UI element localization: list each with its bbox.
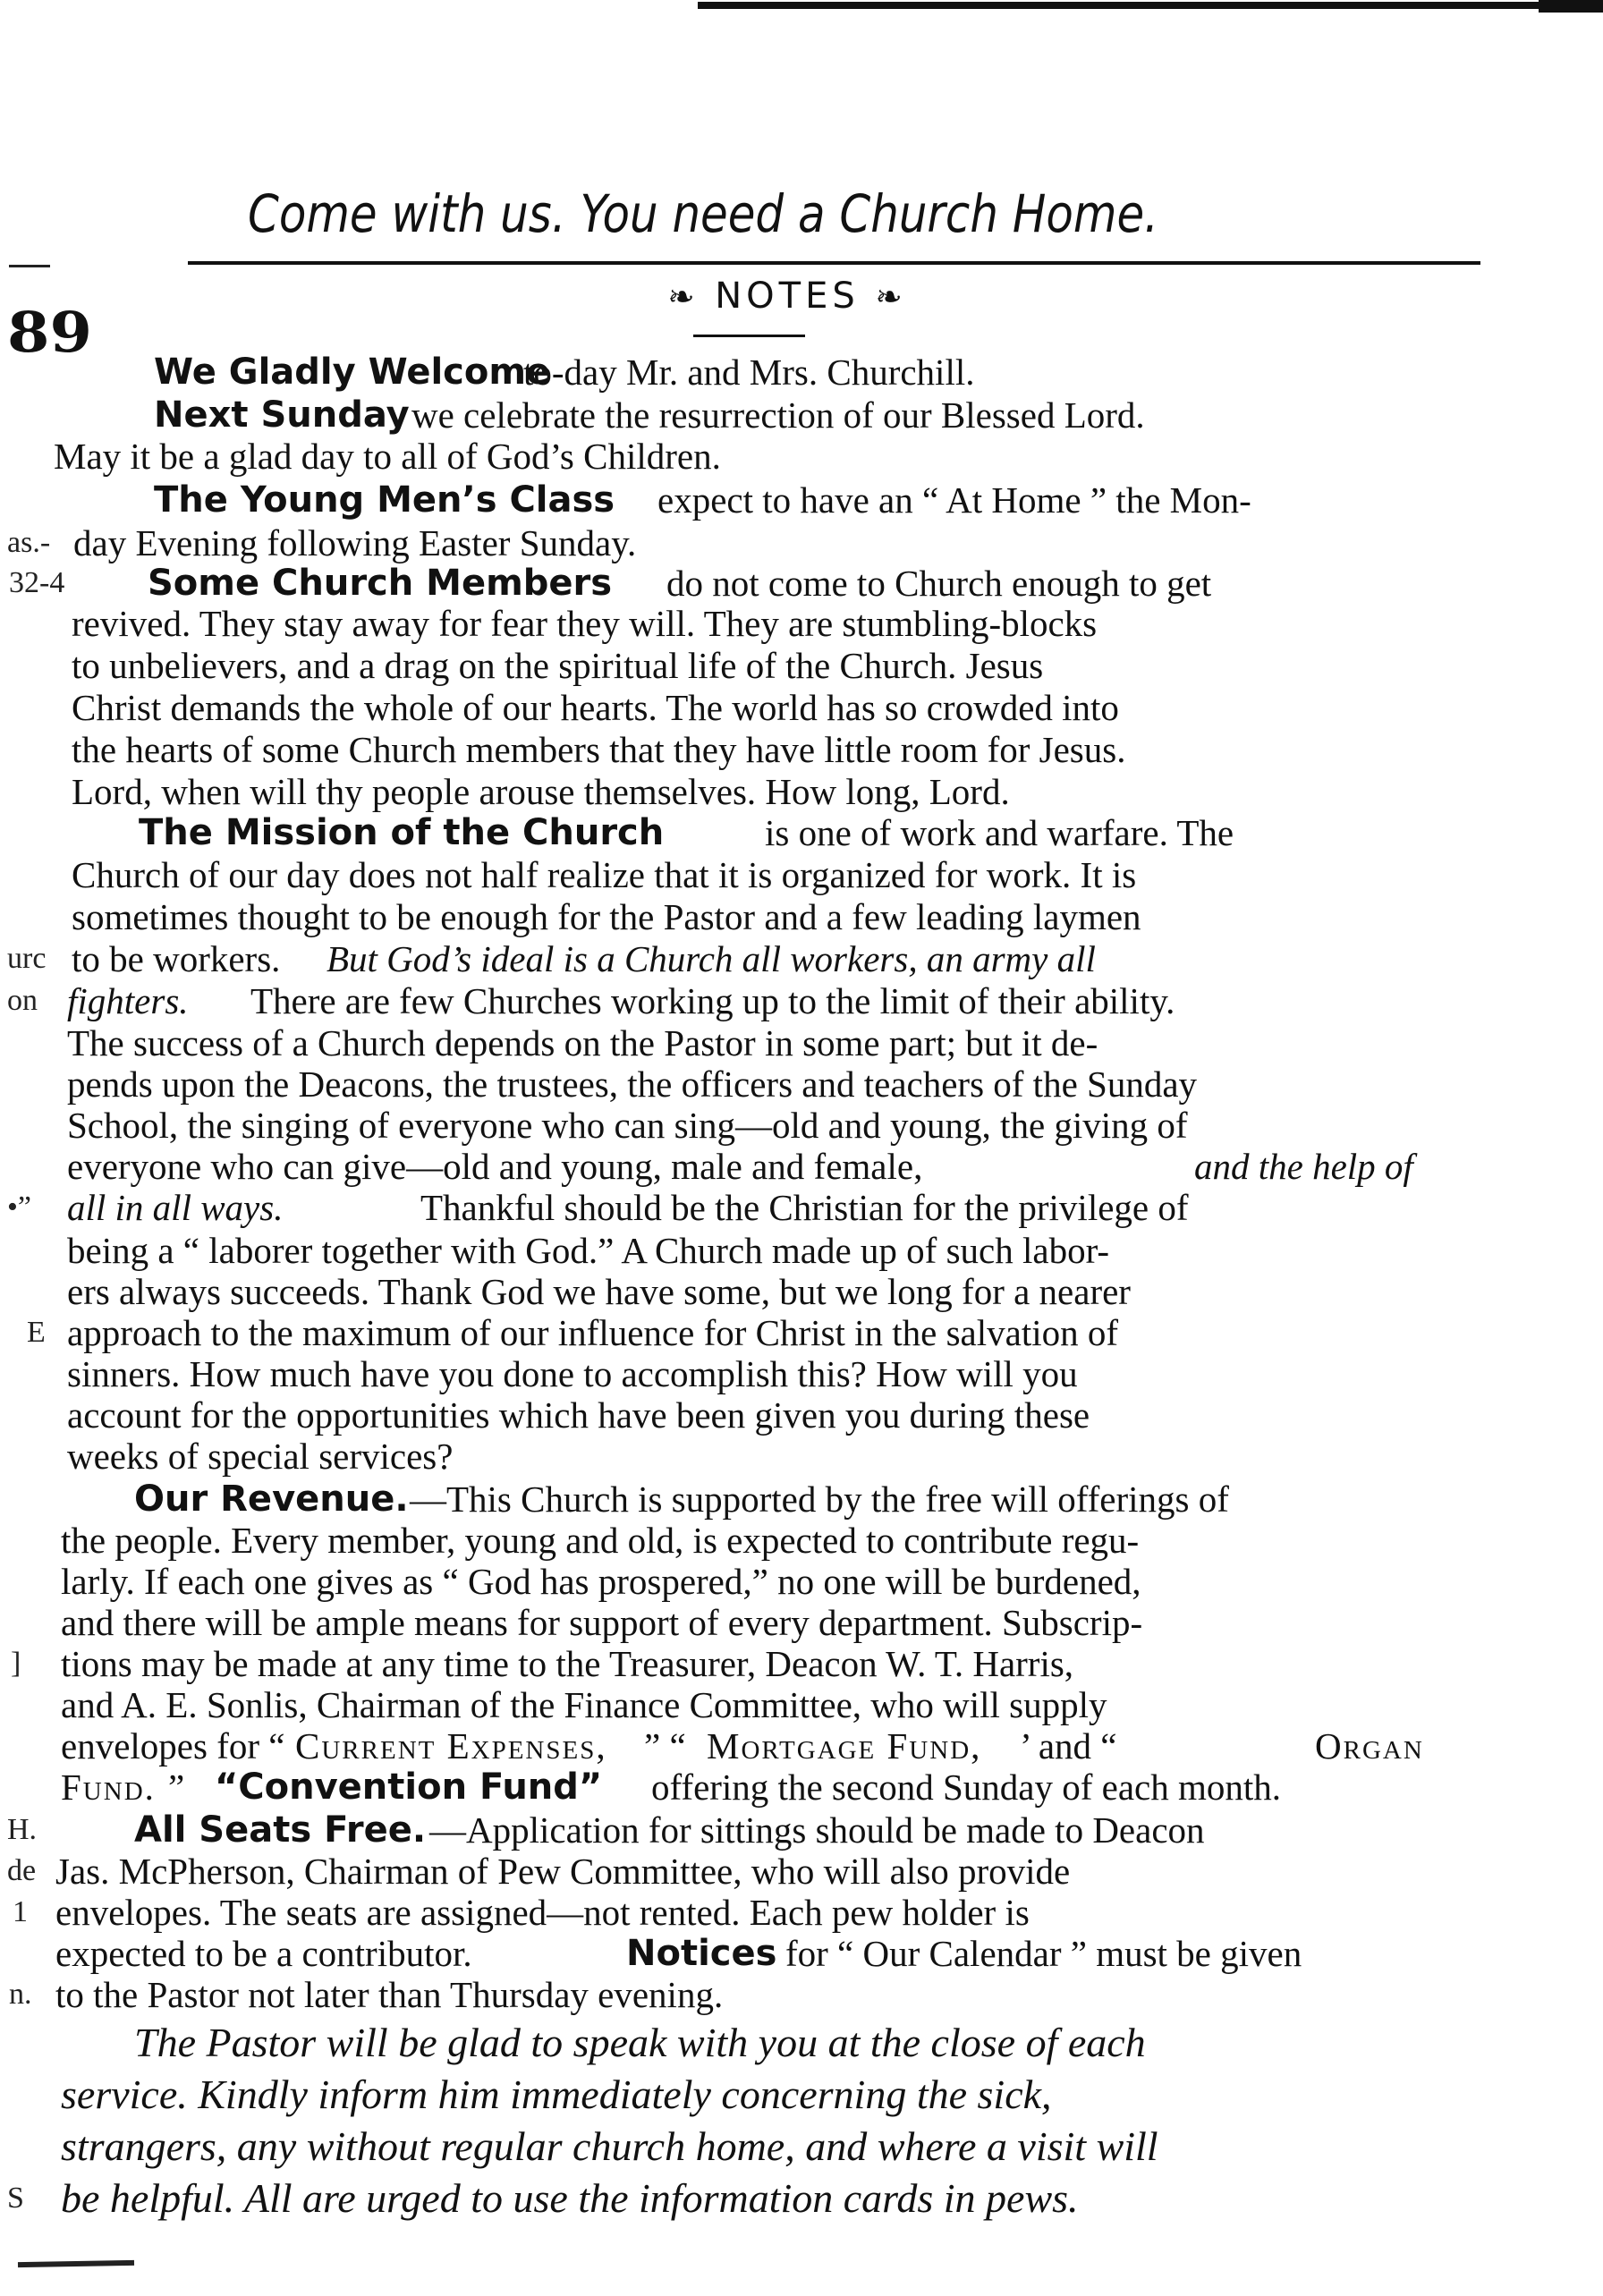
welcome-line	[0, 351, 1603, 394]
mission-text-4a: to be workers.	[72, 938, 281, 979]
right-fleuron-icon: ❧	[875, 279, 907, 316]
revenue-text-1: —This Church is supported by the free will offerings of	[410, 1478, 1229, 1520]
left-fleuron-icon: ❧	[667, 279, 700, 316]
welcome-text: to-day Mr. and Mrs. Churchill.	[523, 352, 975, 393]
closing-line-4	[0, 2173, 1603, 2224]
mission-text-14: sinners. How much have you done to accomplish this? How will you	[67, 1353, 1078, 1394]
members-text-5: the hearts of some Church members that they have little room for Jesus.	[72, 729, 1126, 770]
members-line-2	[0, 602, 1603, 645]
seats-text-5: to the Pastor not later than Thursday evening.	[55, 1974, 724, 2015]
footer-mark	[18, 2260, 134, 2267]
mission-text-7: pends upon the Deacons, the trustees, the officers and teachers of the Sunday	[67, 1063, 1198, 1105]
margin-note-12: S	[7, 2182, 24, 2215]
mission-text-5b: There are few Churches working up to the limit of their ability.	[250, 980, 1175, 1021]
seats-text-4a: expected to be a contributor.	[55, 1933, 472, 1974]
mission-line-10	[0, 1186, 1603, 1229]
mission-text-13: approach to the maximum of our influence for Christ in the salvation of	[67, 1312, 1119, 1353]
closing-line-3	[0, 2122, 1603, 2172]
margin-note-6: E	[27, 1316, 46, 1349]
revenue-text-7e: ’ and “	[1020, 1725, 1117, 1766]
margin-dash	[9, 265, 50, 267]
mission-line-4	[0, 937, 1603, 980]
mission-line-8	[0, 1104, 1603, 1147]
members-text-2: revived. They stay away for fear they will. They are stumbling-blocks	[72, 603, 1098, 644]
margin-note-3: urc	[7, 942, 47, 975]
mission-line-12	[0, 1270, 1603, 1313]
seats-line-1	[0, 1809, 1603, 1851]
seats-text-3: envelopes. The seats are assigned—not rented. Each pew holder is	[55, 1892, 1030, 1933]
revenue-organ: Organ	[1315, 1725, 1424, 1766]
mission-line-2	[0, 853, 1603, 896]
members-text-6: Lord, when will thy people arouse themselves. How long, Lord.	[72, 771, 1010, 812]
members-line-1	[0, 562, 1603, 605]
mission-line-14	[0, 1352, 1603, 1395]
mission-line-1	[0, 811, 1603, 854]
margin-note-9: de	[7, 1854, 37, 1887]
margin-note-7: ]	[11, 1647, 21, 1680]
next-sunday-text-2: May it be a glad day to all of God’s Children.	[54, 436, 721, 477]
mission-text-11: being a “ laborer together with God.” A Church made up of such labor-	[67, 1230, 1110, 1271]
closing-text-2: service. Kindly inform him immediately concerning the sick,	[61, 2071, 1052, 2117]
revenue-text-3: larly. If each one gives as “ God has prospered,” no one will be burdened,	[61, 1561, 1141, 1602]
seats-line-5	[0, 1973, 1603, 2016]
members-text-3: to unbelievers, and a drag on the spiritual life of the Church. Jesus	[72, 645, 1044, 686]
members-line-3	[0, 644, 1603, 687]
members-line-4	[0, 686, 1603, 729]
seats-heading: All Seats Free.	[134, 1809, 427, 1851]
margin-note-8: H.	[7, 1813, 38, 1846]
notes-title-text: NOTES	[715, 275, 860, 317]
revenue-text-8d: offering the second Sunday of each month.	[651, 1766, 1282, 1808]
revenue-convention-fund: “Convention Fund”	[215, 1766, 603, 1808]
seats-line-4	[0, 1932, 1603, 1975]
seats-text-1: —Application for sittings should be made to Deacon	[429, 1809, 1205, 1851]
margin-note-11: n.	[9, 1978, 32, 2011]
mission-text-1: is one of work and warfare. The	[765, 812, 1234, 853]
mission-text-12: ers always succeeds. Thank God we have some, but we long for a nearer	[67, 1271, 1131, 1312]
revenue-current-expenses: Current Expenses,	[295, 1725, 607, 1766]
young-men-heading: The Young Men’s Class	[154, 479, 615, 521]
members-heading: Some Church Members	[148, 563, 613, 604]
revenue-text-7a: envelopes for “	[61, 1725, 285, 1766]
revenue-line-1	[0, 1478, 1603, 1521]
mission-heading: The Mission of the Church	[139, 812, 665, 853]
mission-text-10a: all in all ways.	[67, 1187, 284, 1228]
mission-text-16: weeks of special services?	[67, 1436, 454, 1477]
closing-line-1	[0, 2018, 1603, 2068]
revenue-text-6: and A. E. Sonlis, Chairman of the Finance Committee, who will supply	[61, 1684, 1107, 1725]
mission-line-13	[0, 1311, 1603, 1354]
closing-text-3: strangers, any without regular church home, and where a visit will	[61, 2123, 1158, 2169]
seats-text-4c: for “ Our Calendar ” must be given	[785, 1933, 1302, 1974]
revenue-text-8b: ”	[168, 1766, 185, 1808]
mission-text-3: sometimes thought to be enough for the Pastor and a few leading laymen	[72, 896, 1141, 937]
next-sunday-heading: Next Sunday	[154, 394, 410, 436]
mission-text-8: School, the singing of everyone who can sing—old and young, the giving of	[67, 1105, 1188, 1146]
notes-underline	[693, 335, 805, 337]
mission-line-11	[0, 1229, 1603, 1272]
revenue-mortgage-fund: Mortgage Fund,	[707, 1725, 982, 1766]
revenue-text-7c: ” “	[644, 1725, 686, 1766]
mission-line-6	[0, 1021, 1603, 1064]
mission-text-6: The success of a Church depends on the Pastor in some part; but it de-	[67, 1022, 1098, 1063]
revenue-line-8	[0, 1766, 1603, 1809]
revenue-line-4	[0, 1601, 1603, 1644]
young-men-text-1: expect to have an “ At Home ” the Mon-	[657, 479, 1251, 521]
margin-note-1: as.-	[7, 526, 51, 559]
closing-text-1: The Pastor will be glad to speak with you at the close of each	[134, 2020, 1146, 2065]
young-men-line-1	[0, 479, 1603, 521]
mission-line-15	[0, 1394, 1603, 1436]
mission-line-16	[0, 1435, 1603, 1478]
mission-line-7	[0, 1063, 1603, 1106]
revenue-text-2: the people. Every member, young and old, is expected to contribute regu-	[61, 1520, 1140, 1561]
header-rule	[188, 261, 1480, 265]
seats-line-2	[0, 1850, 1603, 1893]
mission-line-3	[0, 895, 1603, 938]
revenue-text-5: tions may be made at any time to the Treasurer, Deacon W. T. Harris,	[61, 1643, 1074, 1684]
mission-text-9a: everyone who can give—old and young, male and female,	[67, 1146, 923, 1187]
members-text-1: do not come to Church enough to get	[666, 563, 1212, 604]
revenue-line-5	[0, 1642, 1603, 1685]
young-men-text-2: day Evening following Easter Sunday.	[73, 522, 637, 563]
revenue-fund: Fund.	[61, 1766, 156, 1808]
revenue-line-3	[0, 1560, 1603, 1603]
young-men-line-2	[0, 521, 1603, 564]
top-border-bar	[698, 2, 1603, 9]
seats-text-2: Jas. McPherson, Chairman of Pew Committee, who will also provide	[55, 1851, 1071, 1892]
seats-notices: Notices	[626, 1933, 777, 1974]
members-text-4: Christ demands the whole of our hearts. The world has so crowded into	[72, 687, 1119, 728]
margin-note-4: on	[7, 984, 38, 1017]
next-sunday-line-2	[0, 435, 1603, 478]
mission-text-5a: fighters.	[67, 980, 189, 1021]
margin-note-10: 1	[13, 1895, 28, 1928]
welcome-heading: We Gladly Welcome	[154, 352, 551, 393]
mission-text-10b: Thankful should be the Christian for the privilege of	[420, 1187, 1189, 1228]
margin-note-5: •”	[7, 1190, 31, 1224]
page-marker: 89	[7, 300, 92, 365]
next-sunday-text-1: we celebrate the resurrection of our Blessed Lord.	[411, 394, 1145, 436]
mission-line-5	[0, 979, 1603, 1022]
margin-note-2: 32-4	[9, 566, 65, 599]
closing-line-2	[0, 2070, 1603, 2120]
revenue-line-2	[0, 1519, 1603, 1562]
revenue-line-6	[0, 1683, 1603, 1726]
top-border-mark	[1539, 0, 1603, 13]
revenue-line-7	[0, 1724, 1603, 1767]
mission-text-2: Church of our day does not half realize that it is organized for work. It is	[72, 854, 1137, 895]
closing-text-4: be helpful. All are urged to use the information cards in pews.	[61, 2175, 1079, 2221]
mission-text-15: account for the opportunities which have been given you during these	[67, 1394, 1090, 1436]
mission-text-4b: But God’s ideal is a Church all workers, an army all	[327, 938, 1096, 979]
mission-text-9b: and the help of	[1194, 1146, 1413, 1187]
seats-line-3	[0, 1891, 1603, 1934]
revenue-heading: Our Revenue.	[134, 1478, 409, 1520]
next-sunday-line-1	[0, 394, 1603, 436]
page-header: Come with us. You need a Church Home.	[248, 183, 1158, 244]
members-line-5	[0, 728, 1603, 771]
notes-title	[608, 275, 966, 317]
revenue-text-4: and there will be ample means for support of every department. Subscrip-	[61, 1602, 1143, 1643]
members-line-6	[0, 770, 1603, 813]
mission-line-9	[0, 1145, 1603, 1188]
